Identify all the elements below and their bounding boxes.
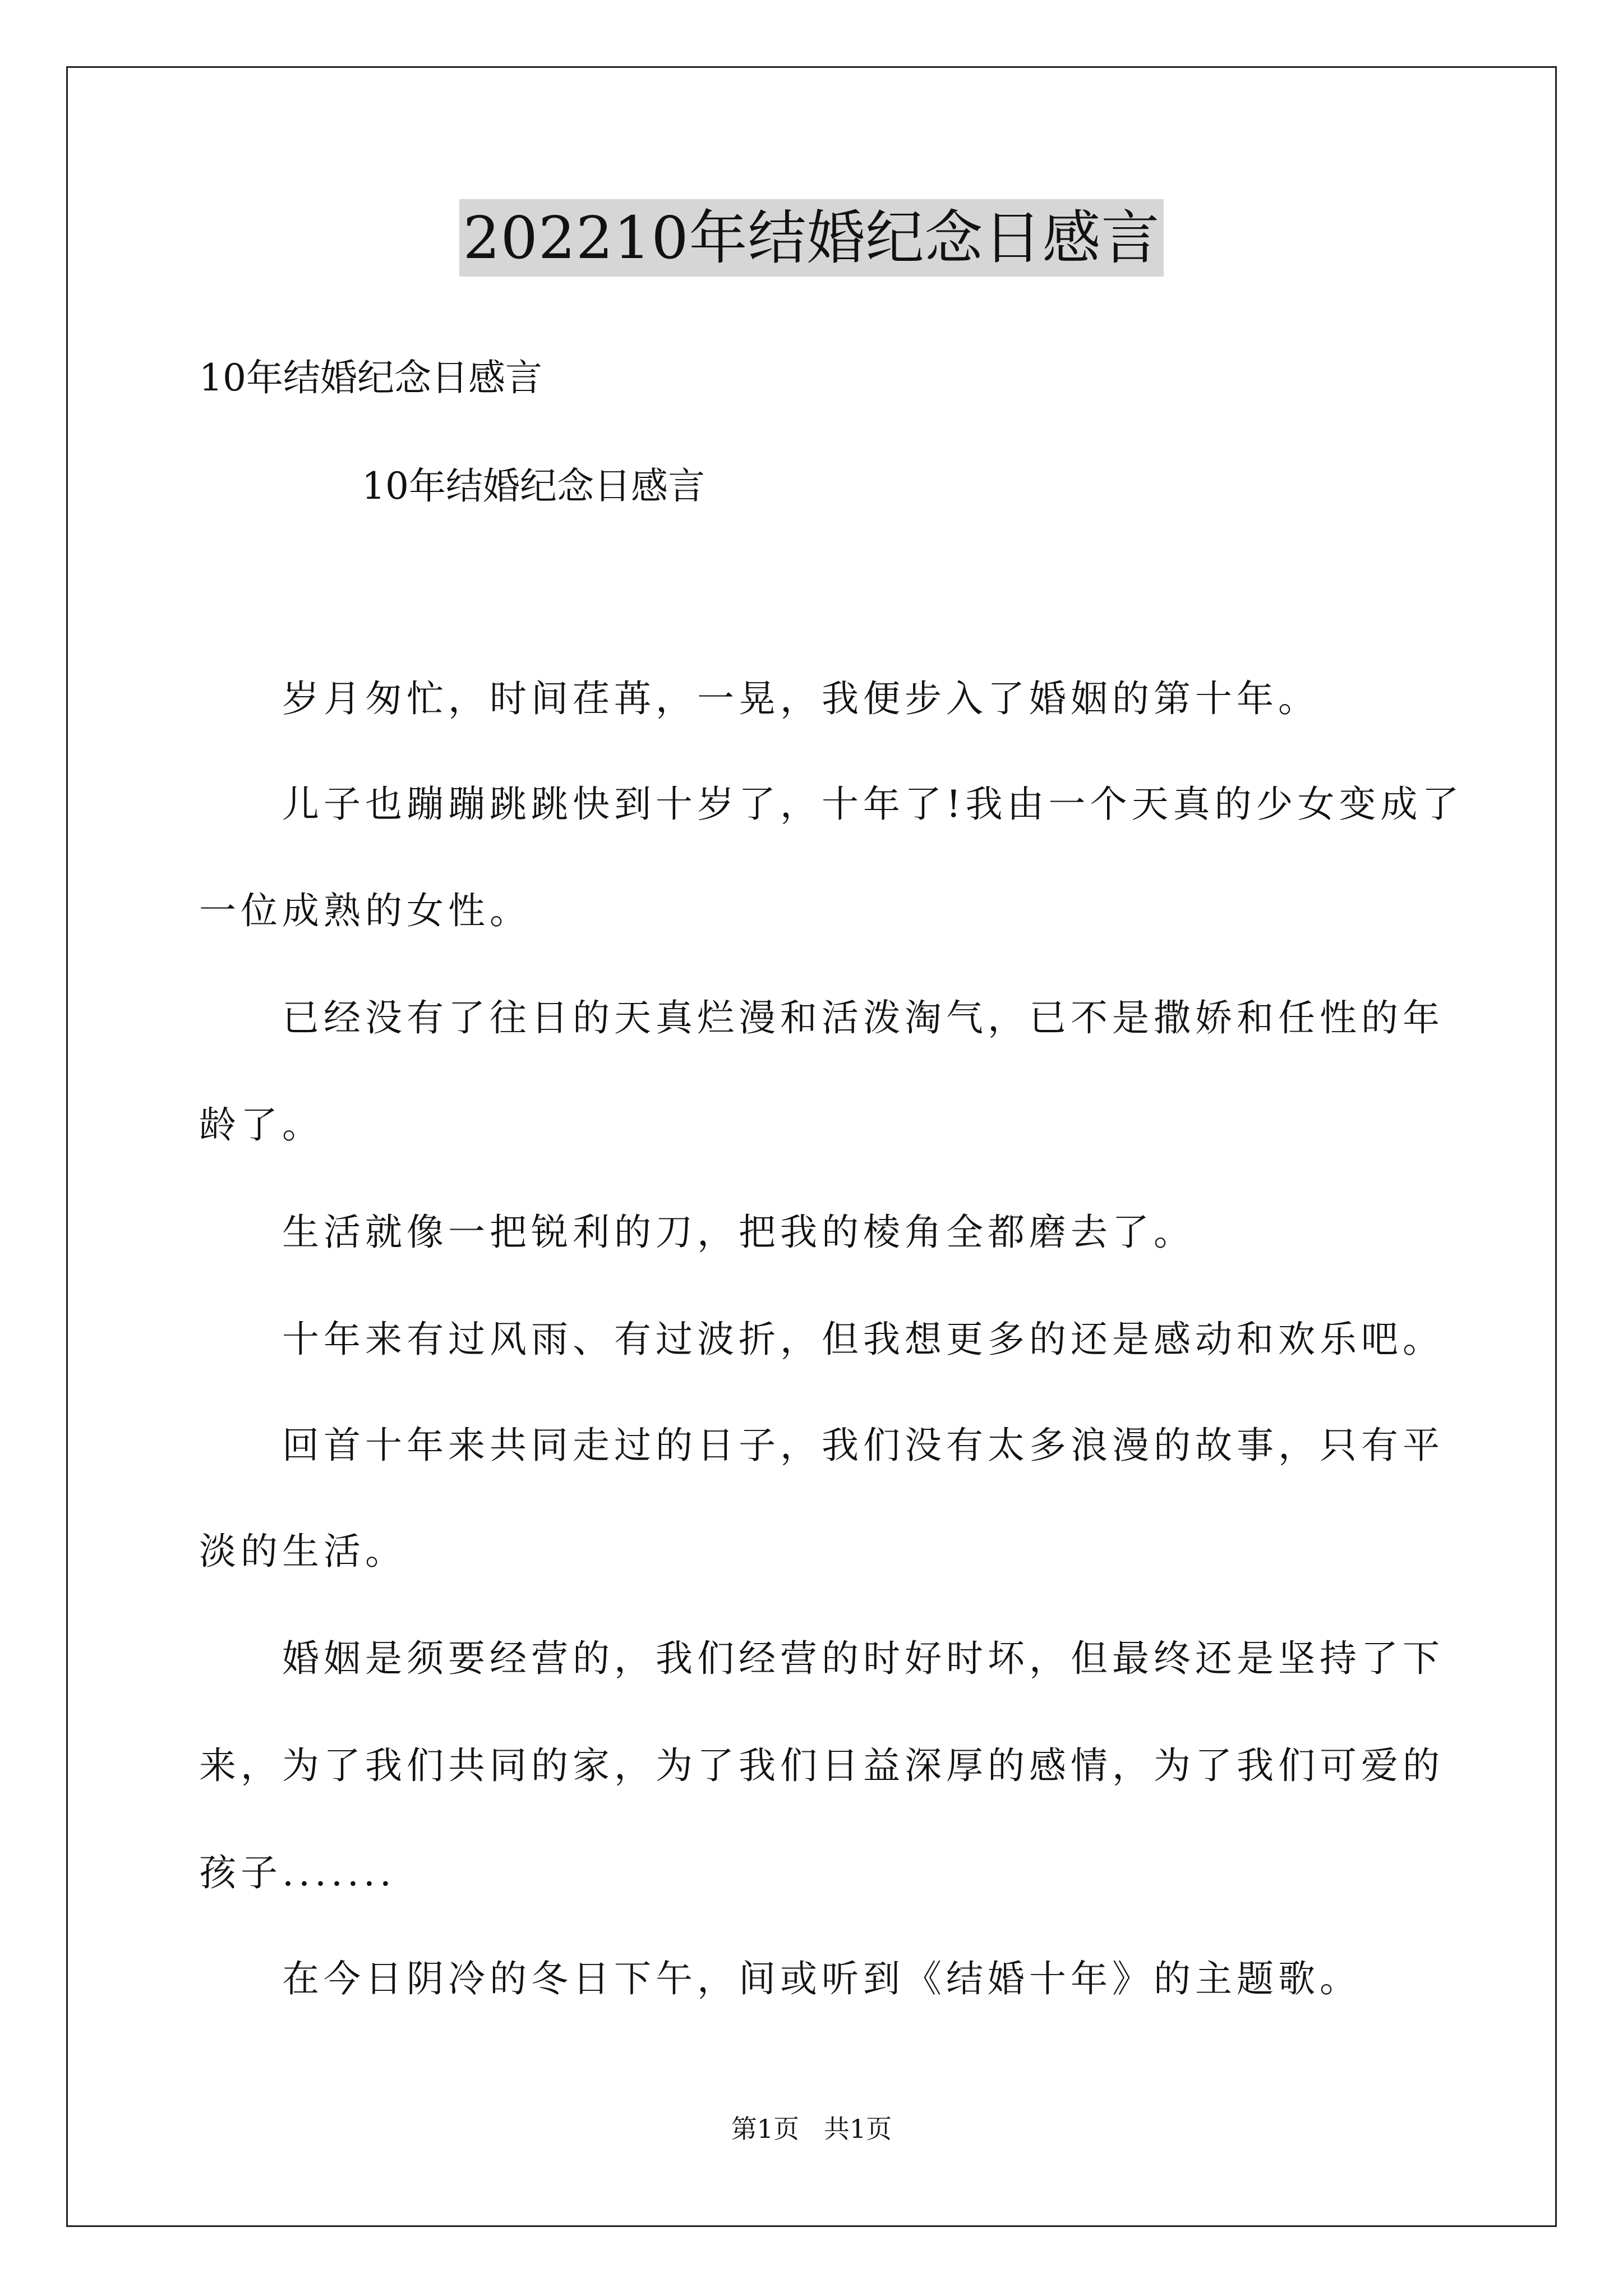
- paragraph-line: 龄了。: [199, 1103, 324, 1147]
- document-title: 202210年结婚纪念日感言: [459, 199, 1163, 277]
- page-footer: 第1页 共1页: [731, 2114, 892, 2144]
- paragraph-line: 孩子.......: [199, 1851, 396, 1894]
- document-subtitle-indented: 10年结婚纪念日感言: [362, 464, 705, 508]
- paragraph-line: 在今日阴冷的冬日下午，间或听到《结婚十年》的主题歌。: [282, 1957, 1361, 2000]
- document-subtitle: 10年结婚纪念日感言: [199, 356, 542, 399]
- paragraph-line: 回首十年来共同走过的日子，我们没有太多浪漫的故事，只有平: [282, 1424, 1444, 1467]
- paragraph-line: 十年来有过风雨、有过波折，但我想更多的还是感动和欢乐吧。: [282, 1318, 1444, 1361]
- paragraph-line: 一位成熟的女性。: [199, 889, 531, 932]
- paragraph-line: 已经没有了往日的天真烂漫和活泼淘气，已不是撒娇和任性的年: [282, 996, 1444, 1039]
- paragraph-line: 来，为了我们共同的家，为了我们日益深厚的感情，为了我们可爱的: [199, 1744, 1444, 1787]
- paragraph-line: 淡的生活。: [199, 1530, 407, 1573]
- title-container: [0, 199, 1623, 277]
- paragraph-line: 岁月匆忙，时间荏苒，一晃，我便步入了婚姻的第十年。: [282, 677, 1320, 720]
- paragraph-line: 儿子也蹦蹦跳跳快到十岁了，十年了!我由一个天真的少女变成了: [282, 783, 1464, 826]
- paragraph-line: 婚姻是须要经营的，我们经营的时好时坏，但最终还是坚持了下: [282, 1637, 1444, 1680]
- paragraph-line: 生活就像一把锐利的刀，把我的棱角全都磨去了。: [282, 1211, 1195, 1254]
